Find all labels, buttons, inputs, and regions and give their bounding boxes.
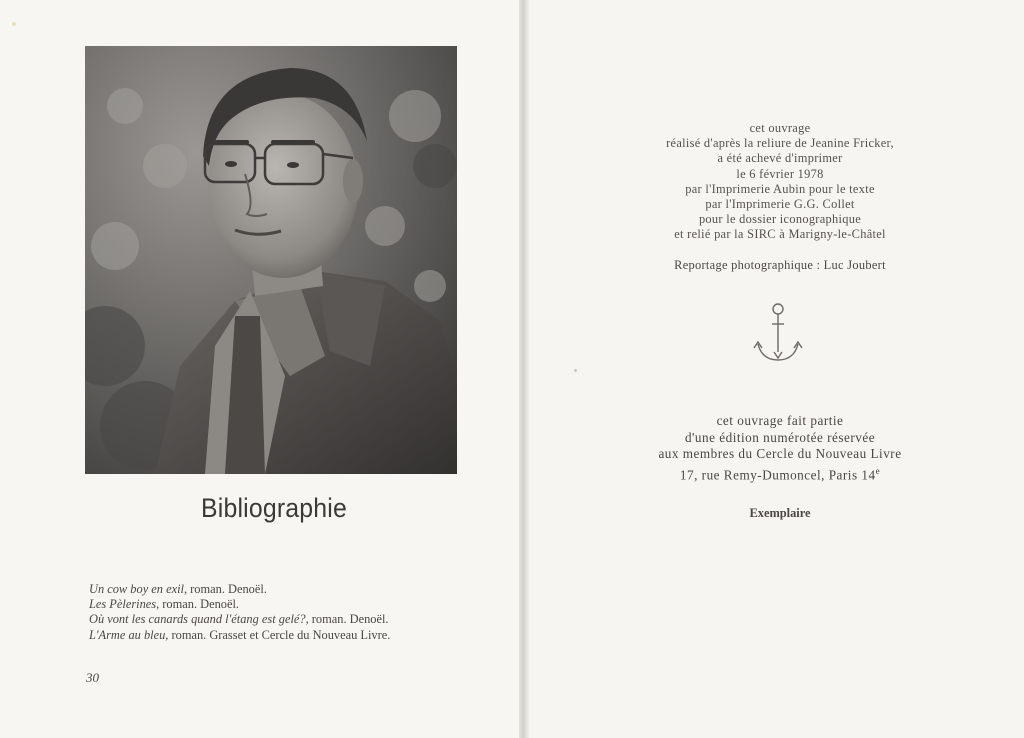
colophon-line: par l'Imprimerie G.G. Collet: [705, 197, 855, 212]
photo-credit: Reportage photographique : Luc Joubert: [674, 258, 886, 272]
paper-speck: [574, 369, 577, 372]
edition-line: aux membres du Cercle du Nouveau Livre: [658, 446, 902, 462]
address-text: 17, rue Remy-Dumoncel, Paris 14: [679, 467, 876, 483]
list-item: [89, 597, 509, 612]
address-superscript: e: [875, 465, 881, 476]
colophon-line: et relié par la SIRC à Marigny-le-Châtel: [674, 227, 886, 242]
list-item: [89, 612, 509, 627]
book-details: roman. Denoël.: [159, 597, 240, 612]
edition-line: cet ouvrage fait partie: [716, 413, 844, 428]
book-title: Les Pèlerines,: [89, 597, 160, 612]
book-details: roman. Denoël.: [308, 612, 389, 627]
list-item: [89, 582, 509, 597]
page-number: 30: [86, 670, 99, 685]
colophon-line: cet ouvrage: [749, 121, 811, 135]
book-title: Où vont les canards quand l'étang est gelé?,: [89, 612, 309, 627]
book-details: roman. Grasset et Cercle du Nouveau Livre.: [168, 627, 391, 642]
edition-notice: [585, 413, 975, 484]
bibliography-list: [89, 582, 509, 643]
paper-speck: [12, 22, 16, 26]
colophon-line: a été achevé d'imprimer: [717, 151, 843, 166]
colophon-line: pour le dossier iconographique: [698, 212, 862, 227]
book-title: L'Arme au bleu,: [89, 627, 169, 642]
anchor-mark-icon: [748, 300, 808, 368]
colophon: [585, 121, 975, 243]
book-details: roman. Denoël.: [187, 582, 267, 596]
book-title: Un cow boy en exil,: [89, 582, 188, 596]
edition-line: d'une édition numérotée réservée: [684, 429, 876, 445]
exemplaire-label: Exemplaire: [749, 506, 811, 520]
colophon-line: par l'Imprimerie Aubin pour le texte: [685, 181, 875, 196]
right-page: [527, 0, 1024, 738]
book-gutter: [519, 0, 529, 738]
list-item: [89, 628, 509, 643]
colophon-line: réalisé d'après la reliure de Jeanine Fricker,: [666, 136, 894, 151]
bibliography-heading: Bibliographie: [200, 493, 348, 523]
colophon-line: le 6 février 1978: [736, 166, 824, 181]
address-line: [585, 463, 975, 484]
portrait-photo: [85, 46, 457, 474]
